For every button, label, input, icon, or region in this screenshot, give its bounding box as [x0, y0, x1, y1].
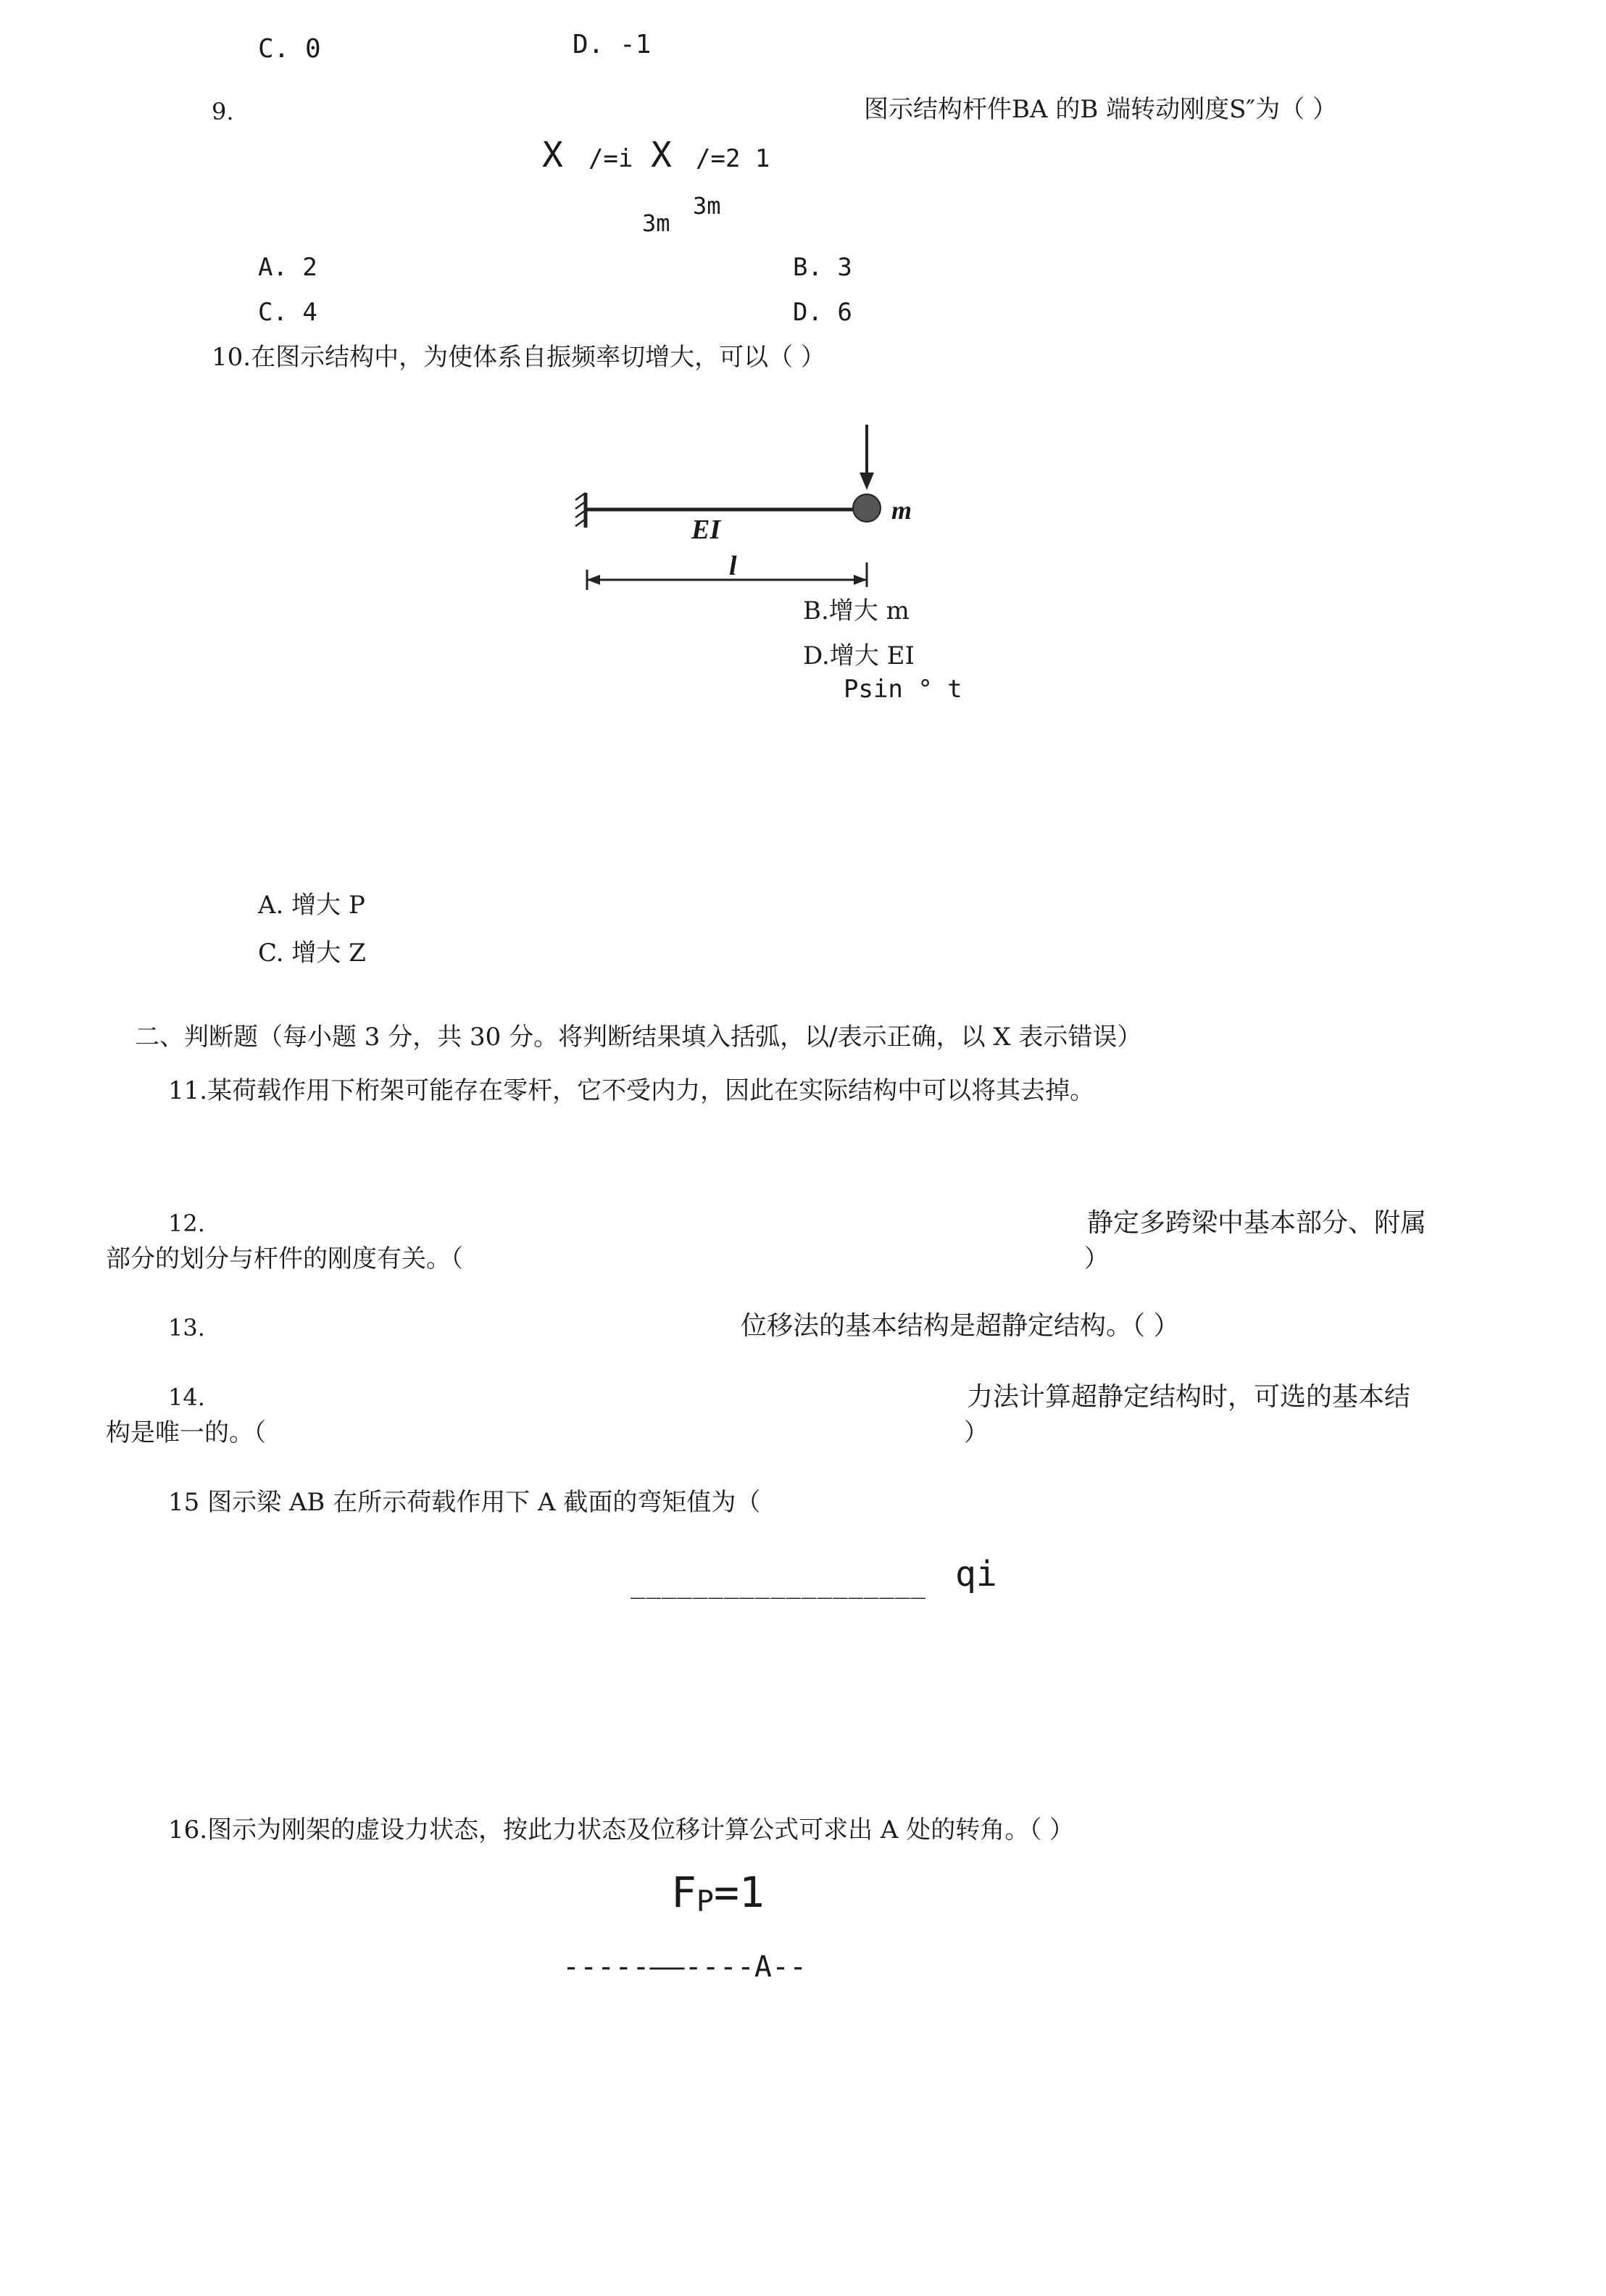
q13-question: 位移法的基本结构是超静定结构。（ ） [741, 1311, 1180, 1341]
q10-load-label: Psin ° t [844, 675, 962, 704]
q9-diagram-x2: X [651, 135, 672, 175]
q9-option-d: D. 6 [793, 298, 852, 327]
q9-question: 图示结构杆件BA 的B 端转动刚度S″为（ ） [864, 95, 1337, 124]
q13-number: 13. [168, 1314, 205, 1342]
q10-option-c: C. 增大 Z [258, 939, 366, 968]
q11-question: 11.某荷载作用下桁架可能存在零杆，它不受内力，因此在实际结构中可以将其去掉。 [168, 1076, 1095, 1105]
q14-close-paren: ） [964, 1418, 989, 1447]
q9-diagram-length1: 3m [642, 209, 670, 237]
q9-diagram-length2: 3m [693, 192, 721, 220]
q10-figure-mass-label: m [891, 496, 912, 525]
q12-number: 12. [168, 1210, 205, 1237]
q16-question: 16.图示为刚架的虚设力状态，按此力状态及位移计算公式可求出 A 处的转角。（ ） [168, 1815, 1075, 1844]
q8-option-c: C. 0 [258, 34, 321, 64]
q12-question-line1: 静定多跨梁中基本部分、附属 [1087, 1208, 1427, 1238]
q9-diagram-x1: X [542, 135, 563, 175]
q16-frame-line: -----——----A-- [562, 1950, 807, 1984]
q9-option-c: C. 4 [258, 298, 317, 327]
q9-diagram-stiffness1: /=i [588, 144, 633, 173]
q10-cantilever-figure [565, 420, 942, 602]
section-2-heading: 二、判断题（每小题 3 分，共 30 分。将判断结果填入括弧，以/表示正确，以 X 表示错误） [135, 1023, 1142, 1052]
q10-option-a: A. 增大 P [258, 891, 365, 920]
q10-figure-ei-label: EI [691, 515, 721, 545]
q12-close-paren: ） [1084, 1244, 1109, 1273]
q14-question-line2: 构是唯一的。（ [106, 1418, 266, 1447]
q15-answer-blank: ___________________ [631, 1571, 926, 1600]
q9-option-b: B. 3 [793, 253, 852, 282]
q16-force-label: FP=1 [671, 1868, 765, 1918]
q9-number: 9. [212, 98, 234, 125]
q9-diagram-stiffness2: /=2 1 [696, 144, 770, 173]
q14-number: 14. [168, 1384, 205, 1411]
mass-circle [853, 494, 881, 522]
load-arrow-head [860, 473, 874, 490]
q8-option-d: D. -1 [573, 30, 652, 59]
q9-option-a: A. 2 [258, 253, 317, 282]
q15-load-label: qi [955, 1554, 997, 1594]
q10-option-b: B.增大 m [803, 596, 910, 625]
q10-figure-length-label: l [729, 551, 737, 581]
q12-question-line2: 部分的划分与杆件的刚度有关。（ [106, 1244, 463, 1273]
q10-question: 10.在图示结构中，为使体系自振频率切增大，可以（ ） [212, 343, 825, 372]
q14-question-line1: 力法计算超静定结构时，可选的基本结 [967, 1382, 1411, 1412]
q15-question: 15 图示梁 AB 在所示荷载作用下 A 截面的弯矩值为（ [168, 1488, 761, 1517]
q10-option-d: D.增大 EI [803, 641, 915, 670]
